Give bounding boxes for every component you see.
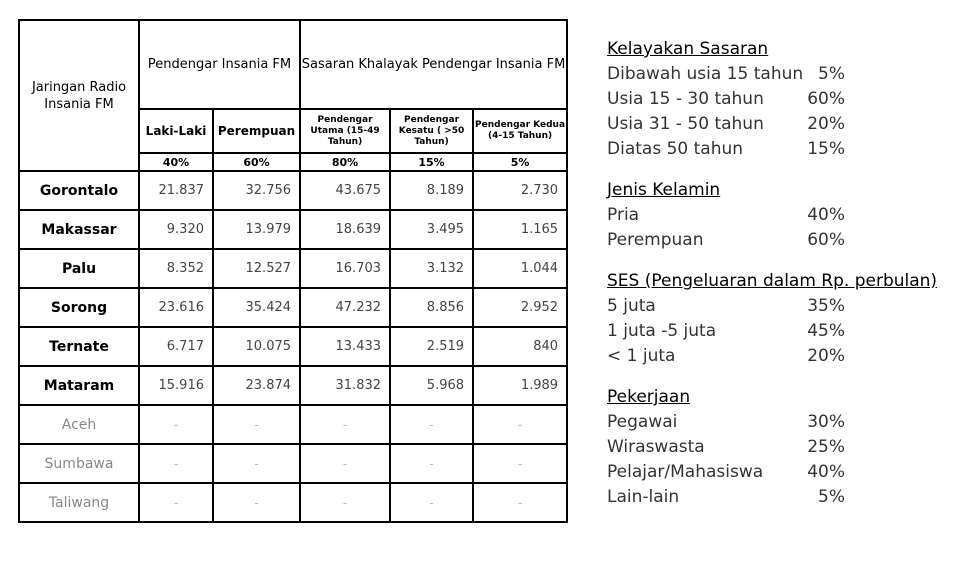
value-cell: 43.675 (300, 171, 390, 210)
criteria-section (607, 269, 957, 369)
city-cell: Sorong (19, 288, 139, 327)
criteria-value: 60% (807, 230, 845, 250)
value-cell: 8.856 (390, 288, 473, 327)
value-cell: 1.989 (473, 366, 567, 405)
criteria-value: 35% (807, 296, 845, 316)
criteria-item (607, 485, 957, 510)
value-cell: 15.916 (139, 366, 213, 405)
listener-group-header: Pendengar Insania FM (139, 20, 300, 109)
city-cell: Palu (19, 249, 139, 288)
criteria-label: 5 juta (607, 296, 656, 316)
value-cell: 6.717 (139, 327, 213, 366)
criteria-section (607, 37, 957, 162)
value-cell: - (473, 405, 567, 444)
section-title: Pekerjaan (607, 387, 691, 407)
value-cell: 32.756 (213, 171, 300, 210)
value-cell: 23.874 (213, 366, 300, 405)
value-cell: - (139, 405, 213, 444)
table-row (19, 327, 567, 366)
target-group-header: Sasaran Khalayak Pendengar Insania FM (300, 20, 567, 109)
table-row (19, 288, 567, 327)
criteria-item (607, 294, 957, 319)
value-cell: - (213, 483, 300, 522)
value-cell: 47.232 (300, 288, 390, 327)
value-cell: 3.132 (390, 249, 473, 288)
criteria-item (607, 228, 957, 253)
value-cell: - (139, 444, 213, 483)
criteria-label: Dibawah usia 15 tahun (607, 64, 804, 84)
criteria-label: Usia 31 - 50 tahun (607, 114, 764, 134)
value-cell: - (300, 444, 390, 483)
value-cell: - (473, 483, 567, 522)
value-cell: 1.165 (473, 210, 567, 249)
criteria-label: Pelajar/Mahasiswa (607, 462, 764, 482)
value-cell: 13.979 (213, 210, 300, 249)
city-cell: Aceh (19, 405, 139, 444)
criteria-section (607, 385, 957, 510)
value-cell: 21.837 (139, 171, 213, 210)
target-criteria-panel (607, 37, 957, 526)
criteria-item (607, 460, 957, 485)
criteria-item (607, 319, 957, 344)
criteria-value: 20% (807, 346, 845, 366)
criteria-value: 40% (807, 462, 845, 482)
audience-table (18, 19, 568, 523)
criteria-value: 20% (807, 114, 845, 134)
city-cell: Mataram (19, 366, 139, 405)
city-cell: Ternate (19, 327, 139, 366)
criteria-item (607, 410, 957, 435)
value-cell: 10.075 (213, 327, 300, 366)
value-cell: 840 (473, 327, 567, 366)
criteria-item (607, 203, 957, 228)
criteria-item (607, 435, 957, 460)
percent-cell: 80% (300, 153, 390, 171)
percent-cell: 5% (473, 153, 567, 171)
criteria-value: 40% (807, 205, 845, 225)
criteria-label: Diatas 50 tahun (607, 139, 744, 159)
criteria-item (607, 62, 957, 87)
value-cell: - (139, 483, 213, 522)
value-cell: 16.703 (300, 249, 390, 288)
section-title: Kelayakan Sasaran (607, 39, 769, 59)
value-cell: 18.639 (300, 210, 390, 249)
criteria-value: 5% (818, 487, 845, 507)
value-cell: - (300, 483, 390, 522)
criteria-label: 1 juta -5 juta (607, 321, 717, 341)
value-cell: - (213, 444, 300, 483)
criteria-item (607, 344, 957, 369)
value-cell: 31.832 (300, 366, 390, 405)
value-cell: - (390, 444, 473, 483)
value-cell: 5.968 (390, 366, 473, 405)
value-cell: 8.189 (390, 171, 473, 210)
percent-cell: 15% (390, 153, 473, 171)
table-row (19, 249, 567, 288)
column-header: Pendengar Kedua (4-15 Tahun) (473, 109, 567, 153)
value-cell: 2.519 (390, 327, 473, 366)
criteria-value: 45% (807, 321, 845, 341)
column-header: Pendengar Kesatu ( >50 Tahun) (390, 109, 473, 153)
value-cell: 12.527 (213, 249, 300, 288)
criteria-value: 60% (807, 89, 845, 109)
value-cell: - (390, 483, 473, 522)
table-row (19, 405, 567, 444)
criteria-label: Lain-lain (607, 487, 680, 507)
value-cell: - (473, 444, 567, 483)
city-cell: Makassar (19, 210, 139, 249)
criteria-label: Wiraswasta (607, 437, 705, 457)
value-cell: - (213, 405, 300, 444)
table-row (19, 210, 567, 249)
table-row (19, 444, 567, 483)
city-cell: Gorontalo (19, 171, 139, 210)
percent-cell: 60% (213, 153, 300, 171)
criteria-label: Perempuan (607, 230, 704, 250)
value-cell: 2.730 (473, 171, 567, 210)
section-title: Jenis Kelamin (607, 180, 721, 200)
percent-cell: 40% (139, 153, 213, 171)
criteria-item (607, 87, 957, 112)
criteria-label: Pria (607, 205, 640, 225)
criteria-value: 15% (807, 139, 845, 159)
value-cell: 8.352 (139, 249, 213, 288)
criteria-section (607, 178, 957, 253)
column-header: Pendengar Utama (15-49 Tahun) (300, 109, 390, 153)
value-cell: - (390, 405, 473, 444)
city-cell: Taliwang (19, 483, 139, 522)
corner-header: Jaringan Radio Insania FM (19, 20, 139, 171)
table-row (19, 366, 567, 405)
value-cell: 3.495 (390, 210, 473, 249)
criteria-label: Pegawai (607, 412, 678, 432)
value-cell: 13.433 (300, 327, 390, 366)
criteria-label: < 1 juta (607, 346, 676, 366)
value-cell: - (300, 405, 390, 444)
value-cell: 9.320 (139, 210, 213, 249)
value-cell: 35.424 (213, 288, 300, 327)
criteria-value: 30% (807, 412, 845, 432)
section-title: SES (Pengeluaran dalam Rp. perbulan) (607, 271, 938, 291)
column-header: Laki-Laki (139, 109, 213, 153)
criteria-item (607, 137, 957, 162)
value-cell: 23.616 (139, 288, 213, 327)
criteria-value: 5% (818, 64, 845, 84)
value-cell: 2.952 (473, 288, 567, 327)
criteria-label: Usia 15 - 30 tahun (607, 89, 764, 109)
city-cell: Sumbawa (19, 444, 139, 483)
criteria-value: 25% (807, 437, 845, 457)
criteria-item (607, 112, 957, 137)
value-cell: 1.044 (473, 249, 567, 288)
column-header: Perempuan (213, 109, 300, 153)
table-row (19, 171, 567, 210)
table-row (19, 483, 567, 522)
